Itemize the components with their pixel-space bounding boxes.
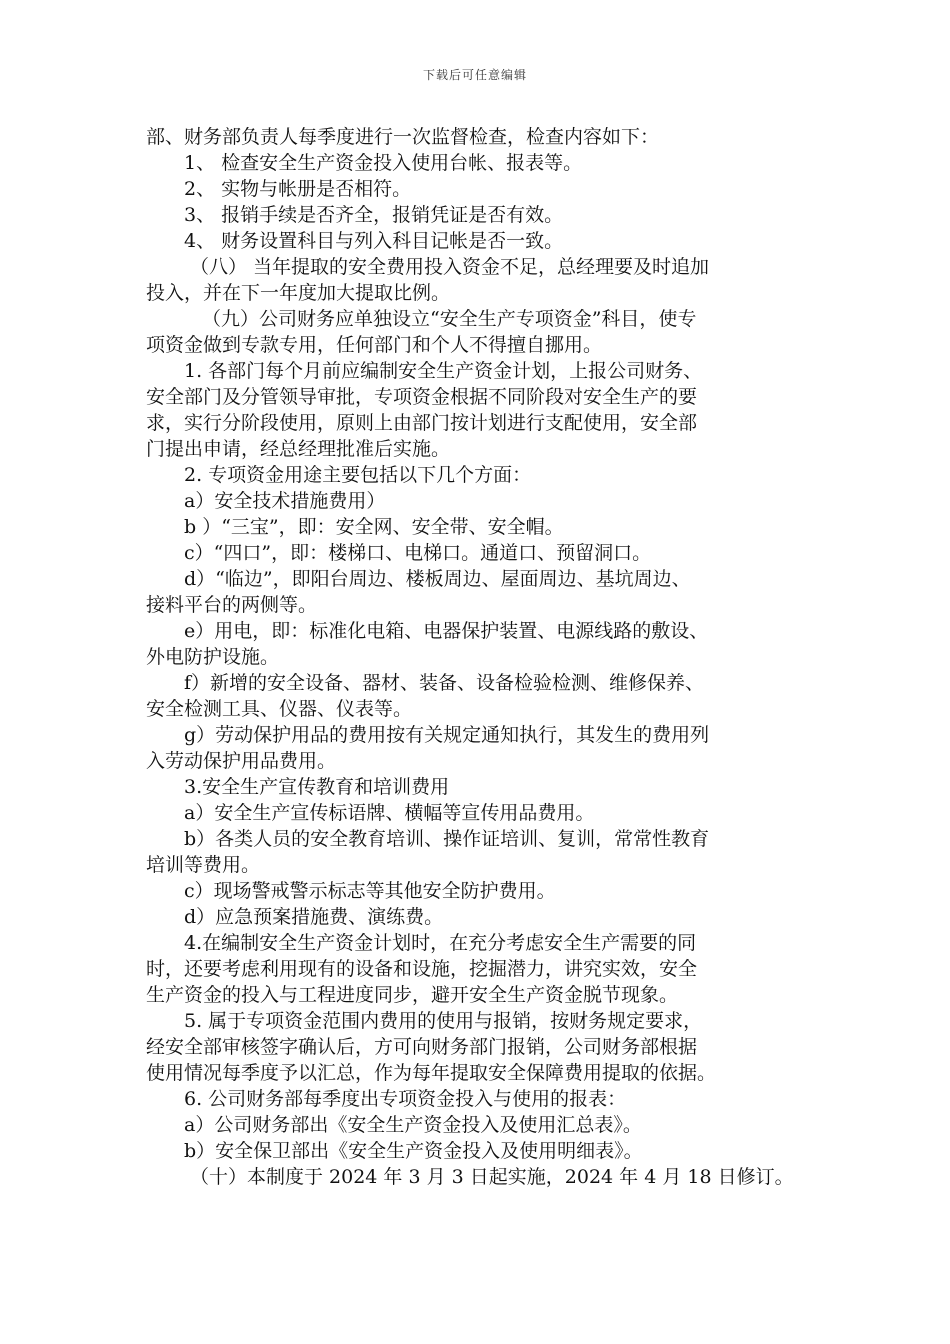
text-line: 5. 属于专项资金范围内费用的使用与报销，按财务规定要求，: [184, 1010, 703, 1032]
text-line: 使用情况每季度予以汇总，作为每年提取安全保障费用提取的依据。: [146, 1062, 717, 1084]
text-line: 6. 公司财务部每季度出专项资金投入与使用的报表：: [184, 1088, 627, 1110]
text-line: a）安全技术措施费用）: [184, 490, 386, 512]
text-line: 求，实行分阶段使用，原则上由部门按计划进行支配使用，安全部: [146, 412, 698, 434]
text-line: 2、 实物与帐册是否相符。: [184, 178, 412, 200]
text-line: 入劳动保护用品费用。: [146, 750, 337, 772]
text-line: 部、财务部负责人每季度进行一次监督检查，检查内容如下：: [146, 126, 660, 148]
text-line: 接料平台的两侧等。: [146, 594, 318, 616]
text-line: 3、 报销手续是否齐全，报销凭证是否有效。: [184, 204, 564, 226]
text-line: 1、 检查安全生产资金投入使用台帐、报表等。: [184, 152, 583, 174]
text-line: 经安全部审核签字确认后，方可向财务部门报销，公司财务部根据: [146, 1036, 698, 1058]
page-header: 下载后可任意编辑: [422, 68, 527, 82]
text-line: b）各类人员的安全教育培训、操作证培训、复训，常常性教育: [184, 828, 710, 850]
text-line: 4、 财务设置科目与列入科目记帐是否一致。: [184, 230, 564, 252]
text-line: a）安全生产宣传标语牌、横幅等宣传用品费用。: [184, 802, 595, 824]
text-line: 门提出申请，经总经理批准后实施。: [146, 438, 451, 460]
text-line: 2. 专项资金用途主要包括以下几个方面：: [184, 464, 532, 486]
text-line: （十）本制度于 2024 年 3 月 3 日起实施，2024 年 4 月 18 日修订。: [190, 1166, 794, 1188]
text-line: a）公司财务部出《安全生产资金投入及使用汇总表》。: [184, 1114, 642, 1136]
text-line: c）“四口”，即：楼梯口、电梯口。通道口、预留洞口。: [184, 542, 652, 564]
text-line: （八） 当年提取的安全费用投入资金不足，总经理要及时追加: [190, 256, 710, 278]
text-line: 4.在编制安全生产资金计划时，在充分考虑安全生产需要的同: [184, 932, 697, 954]
text-line: 安全部门及分管领导审批，专项资金根据不同阶段对安全生产的要: [146, 386, 698, 408]
text-line: b）安全保卫部出《安全生产资金投入及使用明细表》。: [184, 1140, 643, 1162]
text-line: 安全检测工具、仪器、仪表等。: [146, 698, 413, 720]
text-line: d）应急预案措施费、演练费。: [184, 906, 444, 928]
document-body: [146, 124, 816, 1190]
text-line: （九）公司财务应单独设立“安全生产专项资金”科目，使专: [202, 308, 697, 330]
text-line: b ）“三宝”，即：安全网、安全带、安全帽。: [184, 516, 564, 538]
text-line: e）用电，即：标准化电箱、电器保护装置、电源线路的敷设、: [184, 620, 709, 642]
text-line: c）现场警戒警示标志等其他安全防护费用。: [184, 880, 556, 902]
text-line: 项资金做到专款专用，任何部门和个人不得擅自挪用。: [146, 334, 603, 356]
text-line: 3.安全生产宣传教育和培训费用: [184, 776, 450, 798]
text-line: 投入，并在下一年度加大提取比例。: [146, 282, 451, 304]
text-line: d）“临边”，即阳台周边、楼板周边、屋面周边、基坑周边、: [184, 568, 691, 590]
text-line: 培训等费用。: [146, 854, 261, 876]
text-line: 生产资金的投入与工程进度同步，避开安全生产资金脱节现象。: [146, 984, 679, 1006]
text-line: 外电防护设施。: [146, 646, 280, 668]
text-line: 时，还要考虑利用现有的设备和设施，挖掘潜力，讲究实效，安全: [146, 958, 698, 980]
text-line: 1. 各部门每个月前应编制安全生产资金计划，上报公司财务、: [184, 360, 703, 382]
text-line: f）新增的安全设备、器材、装备、设备检验检测、维修保养、: [184, 672, 705, 694]
text-line: g）劳动保护用品的费用按有关规定通知执行，其发生的费用列: [184, 724, 710, 746]
